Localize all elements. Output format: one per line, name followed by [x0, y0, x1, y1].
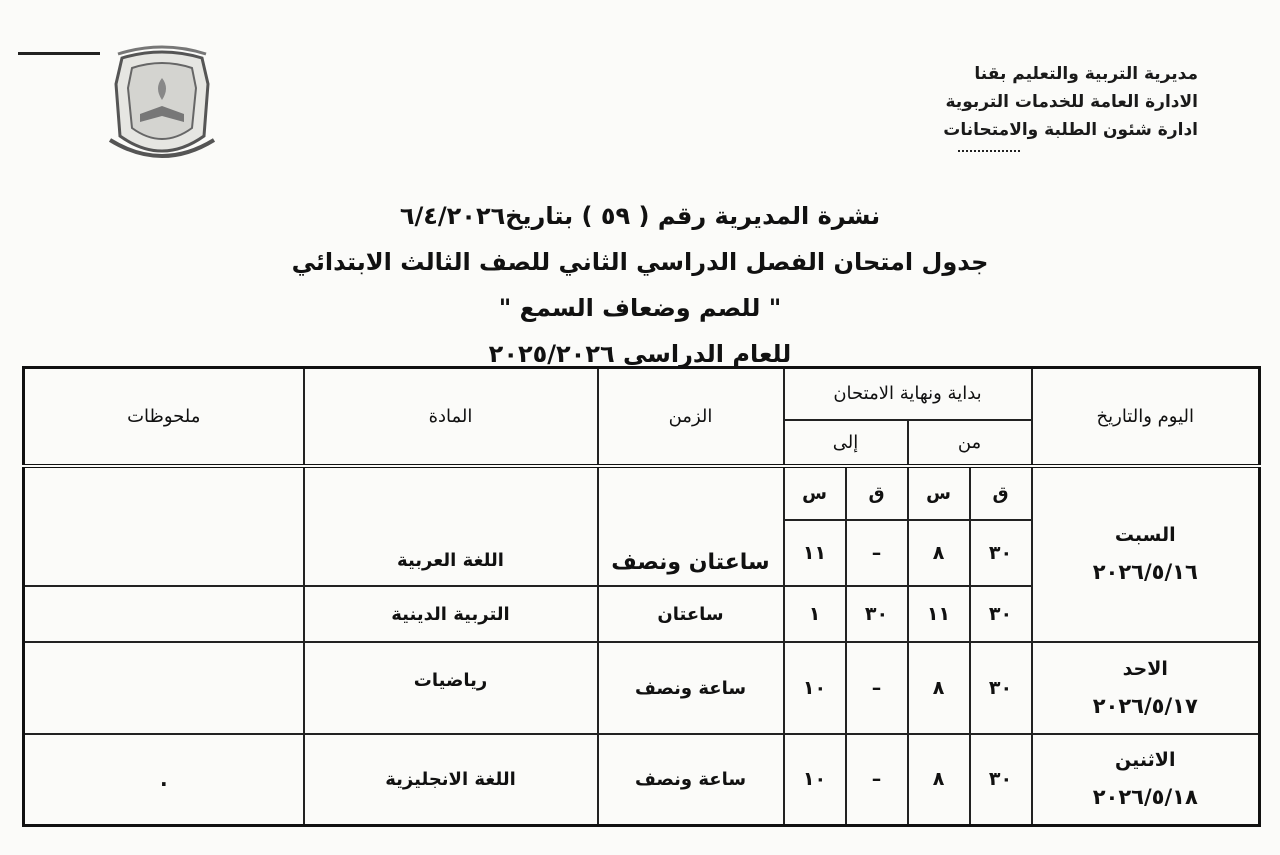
header-from: من: [908, 420, 1032, 466]
day-cell-saturday: [1032, 466, 1260, 642]
notes-cell: .: [24, 734, 304, 826]
to-hour: ١١: [784, 520, 846, 586]
duration-cell: ساعتان: [598, 586, 784, 642]
header-day-date: اليوم والتاريخ: [1032, 368, 1260, 466]
to-hour: ١٠: [784, 734, 846, 826]
from-hour: ١١: [908, 586, 970, 642]
from-minute: ٣٠: [970, 734, 1032, 826]
day-cell-sunday: [1032, 642, 1260, 734]
to-minute: –: [846, 642, 908, 734]
schedule-title: جدول امتحان الفصل الدراسي الثاني للصف الثالث الابتدائي: [291, 248, 989, 276]
audience-line: " للصم وضعاف السمع ": [498, 294, 782, 322]
directorate-block: [898, 60, 1198, 152]
directorate-line-1: مديرية التربية والتعليم بقنا: [974, 64, 1198, 84]
subject-cell: اللغة العربية: [304, 466, 598, 586]
to-minute: –: [846, 520, 908, 586]
notes-cell: [24, 466, 304, 586]
exam-schedule-table: [22, 366, 1261, 827]
day-date: ٢٠٢٦/٥/١٨: [1092, 785, 1198, 810]
to-hour: ١٠: [784, 642, 846, 734]
day-date: ٢٠٢٦/٥/١٧: [1092, 693, 1198, 718]
subject-cell: التربية الدينية: [304, 586, 598, 642]
header-duration: الزمن: [598, 368, 784, 466]
from-minute: ٣٠: [970, 520, 1032, 586]
from-minute: ٣٠: [970, 586, 1032, 642]
to-minute: –: [846, 734, 908, 826]
subject-cell: رياضيات: [304, 642, 598, 734]
duration-cell: ساعتان ونصف: [598, 466, 784, 586]
to-minute: ٣٠: [846, 586, 908, 642]
notes-cell: [24, 642, 304, 734]
from-minute: ٣٠: [970, 642, 1032, 734]
to-hour: ١: [784, 586, 846, 642]
header-exam-start-end: بداية ونهاية الامتحان: [784, 368, 1032, 420]
from-hour: ٨: [908, 642, 970, 734]
directorate-line-2: الادارة العامة للخدمات التربوية: [945, 92, 1198, 112]
top-rule: [18, 52, 100, 55]
subheader-hour: س: [908, 466, 970, 520]
from-hour: ٨: [908, 734, 970, 826]
academic-year: للعام الدراسي ٢٠٢٥/٢٠٢٦: [488, 340, 792, 368]
bulletin-title: نشرة المديرية رقم ( ٥٩ ) بتاريخ٦/٤/٢٠٢٦: [399, 202, 881, 230]
header-notes: ملحوظات: [24, 368, 304, 466]
bulletin-heading: [0, 193, 1280, 377]
duration-cell: ساعة ونصف: [598, 642, 784, 734]
day-date: ٢٠٢٦/٥/١٦: [1092, 560, 1198, 584]
day-name: الاحد: [1122, 657, 1168, 680]
from-hour: ٨: [908, 520, 970, 586]
school-crest-logo: [104, 44, 220, 170]
directorate-line-3: ادارة شئون الطلبة والامتحانات: [943, 120, 1198, 140]
header-subject: المادة: [304, 368, 598, 466]
subheader-hour: س: [784, 466, 846, 520]
notes-cell: [24, 586, 304, 642]
day-cell-monday: [1032, 734, 1260, 826]
header-to: إلى: [784, 420, 908, 466]
subheader-minute: ق: [970, 466, 1032, 520]
subject-cell: اللغة الانجليزية: [304, 734, 598, 826]
duration-cell: ساعة ونصف: [598, 734, 784, 826]
day-name: الاثنين: [1115, 749, 1176, 772]
day-name: السبت: [1114, 524, 1176, 546]
subheader-minute: ق: [846, 466, 908, 520]
dotted-underline: [958, 144, 1020, 152]
